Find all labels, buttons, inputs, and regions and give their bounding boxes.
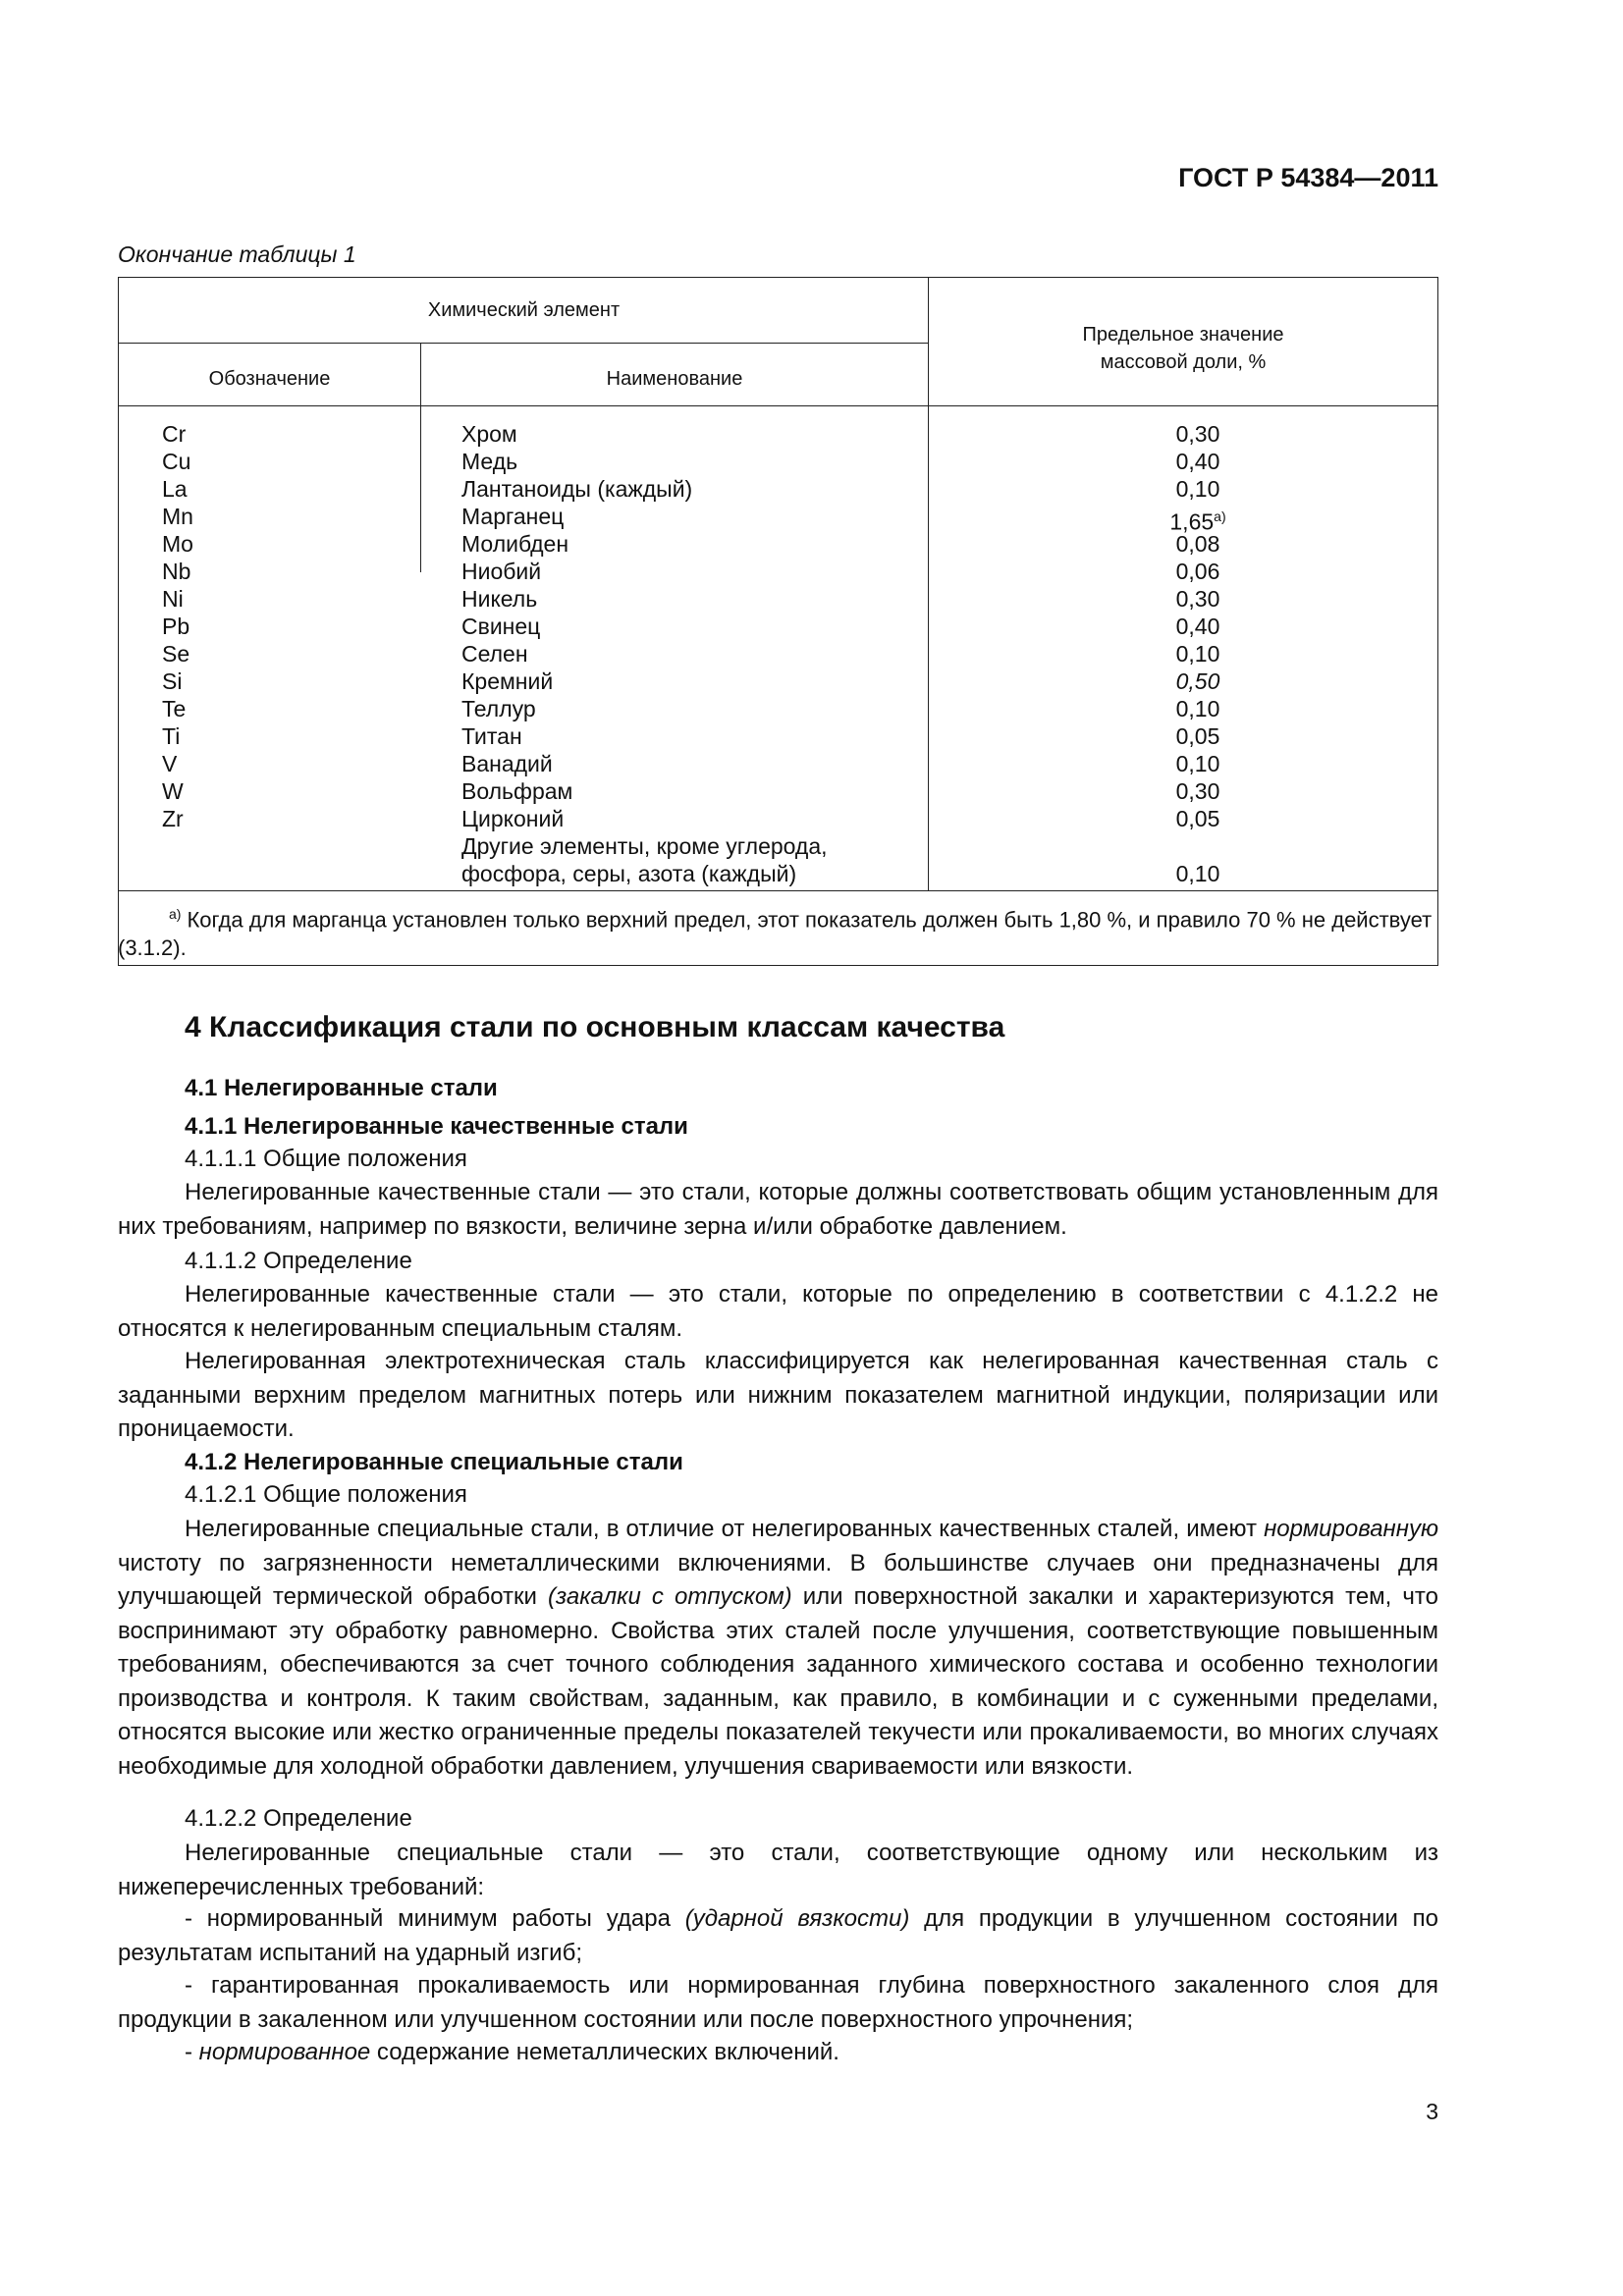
element-symbol: W <box>162 778 184 804</box>
element-limit-value: 1,65 <box>1169 508 1215 535</box>
element-symbol: Ti <box>162 723 181 749</box>
element-symbol: Mn <box>162 504 193 529</box>
element-limit: 0,30 <box>1175 778 1220 804</box>
heading-4-1: 4.1 Нелегированные стали <box>185 1075 498 1101</box>
other-elements-name-line1: Другие элементы, кроме углерода, <box>461 833 828 859</box>
element-limit: 0,06 <box>1175 559 1220 584</box>
element-name: Ниобий <box>461 559 542 584</box>
element-limit: 0,50 <box>1175 668 1220 694</box>
element-name: Хром <box>461 421 517 447</box>
element-symbol: Si <box>162 668 183 694</box>
element-symbol: Zr <box>162 806 184 831</box>
element-symbol: Ni <box>162 586 184 612</box>
heading-4-1-2-2: 4.1.2.2 Определение <box>185 1805 412 1832</box>
heading-4-1-2-1: 4.1.2.1 Общие положения <box>185 1481 467 1508</box>
standard-code: ГОСТ Р 54384—2011 <box>1178 163 1438 192</box>
element-limit: 0,40 <box>1175 614 1220 639</box>
list-item: - гарантированная прокаливаемость или нормированная глубина поверхностного закаленного слоя для продукции в закаленном или улучшенном состоянии или после поверхностного упрочнения; <box>118 1972 1438 2033</box>
element-limit: 0,05 <box>1175 723 1220 749</box>
emphasis: (ударной вязкости) <box>684 1905 910 1932</box>
element-limit: 0,10 <box>1175 751 1220 776</box>
header-limit-line2: массовой доли, % <box>1100 351 1267 373</box>
footnote-ref: a) <box>1214 508 1226 524</box>
text-run: содержание неметаллических включений. <box>370 2039 839 2065</box>
heading-4-1-2: 4.1.2 Нелегированные специальные стали <box>185 1449 683 1475</box>
header-limit-line1: Предельное значение <box>1082 324 1284 346</box>
header-symbol: Обозначение <box>208 368 331 390</box>
heading-4-1-1: 4.1.1 Нелегированные качественные стали <box>185 1113 688 1140</box>
element-limit: 0,10 <box>1175 476 1220 502</box>
element-name: Марганец <box>461 504 565 529</box>
text-run: чистоту по загрязненности неметаллическими включениями. В большинстве случаев они предназначены для улучшающей термической обработки <box>118 1549 1438 1610</box>
element-limit: 0,05 <box>1175 806 1220 831</box>
list-item <box>118 2036 1438 2070</box>
paragraph: Нелегированная электротехническая сталь классифицируется как нелегированная качественная сталь с заданными верхним пределом магнитных потерь или нижним показателем магнитной индукции, поляризации или проницаемости. <box>118 1348 1438 1442</box>
other-elements-name-line2: фосфора, серы, азота (каждый) <box>461 861 797 886</box>
paragraph <box>118 1513 1438 1784</box>
list-item <box>118 1902 1438 1970</box>
element-name: Селен <box>461 641 528 667</box>
element-symbol: Se <box>162 641 190 667</box>
element-symbol: Mo <box>162 531 193 557</box>
header-chemical-element: Химический элемент <box>427 299 621 321</box>
heading-4-1-1-2: 4.1.1.2 Определение <box>185 1248 412 1274</box>
element-limit: 0,10 <box>1175 696 1220 721</box>
element-symbol: V <box>162 751 178 776</box>
table-footnote <box>118 900 1434 962</box>
paragraph: Нелегированные качественные стали — это стали, которые должны соответствовать общим установленным для них требованиям, например по вязкости, величине зерна и/или обработке давлением. <box>118 1179 1438 1240</box>
text-run: - <box>185 2039 199 2065</box>
text-run: - нормированный минимум работы удара <box>185 1905 685 1932</box>
element-symbol: Cr <box>162 421 187 447</box>
text-run: или поверхностной закалки и характеризуются тем, что воспринимают эту обработку равномерно. Свойства этих сталей после улучшения, соответствующие повышенным требованиям, обеспечиваются за счет точного соблюдения заданного химического состава и особенно технологии производства и контроля. К таким свойствам, заданным, как правило, в комбинации и с суженными пределами, относятся высокие или жестко ограниченные пределы показателей текучести или прокаливаемости, во многих случаях необходимые для холодной обработки давлением, улучшения свариваемости или вязкости. <box>118 1583 1438 1780</box>
text-run: Нелегированные специальные стали, в отличие от нелегированных качественных сталей, имеют <box>185 1516 1265 1542</box>
emphasis: нормированное <box>198 2039 371 2065</box>
element-name: Титан <box>461 723 522 749</box>
element-limit: 0,08 <box>1175 531 1220 557</box>
table-caption: Окончание таблицы 1 <box>118 241 356 267</box>
element-name: Лантаноиды (каждый) <box>461 476 693 502</box>
element-limit: 0,10 <box>1175 641 1220 667</box>
footnote-mark: a) <box>169 906 182 922</box>
element-symbol: Cu <box>162 449 191 474</box>
element-name: Никель <box>461 586 538 612</box>
element-limit: 0,30 <box>1175 586 1220 612</box>
footnote-divider <box>119 890 1437 891</box>
section-title: 4 Классификация стали по основным классам качества <box>185 1011 1005 1043</box>
element-name: Молибден <box>461 531 569 557</box>
header-divider <box>119 343 929 344</box>
text-run: для продукции в улучшенном состоянии по результатам испытаний на ударный изгиб; <box>118 1905 1438 1966</box>
element-name: Свинец <box>461 614 541 639</box>
element-symbol: Pb <box>162 614 190 639</box>
element-symbol: Nb <box>162 559 191 584</box>
paragraph: Нелегированные качественные стали — это стали, которые по определению в соответствии с 4.1.2.2 не относятся к нелегированным специальным сталям. <box>118 1281 1438 1342</box>
element-name: Цирконий <box>461 806 565 831</box>
header-name: Наименование <box>606 368 743 390</box>
emphasis: (закалки с отпуском) <box>547 1583 792 1610</box>
element-limit: 0,30 <box>1175 421 1220 447</box>
element-name: Медь <box>461 449 518 474</box>
element-name: Ванадий <box>461 751 553 776</box>
emphasis: нормированную <box>1264 1516 1438 1542</box>
element-limit: 0,40 <box>1175 449 1220 474</box>
element-name: Вольфрам <box>461 778 573 804</box>
element-name: Теллур <box>461 696 536 721</box>
element-symbol: Te <box>162 696 187 721</box>
header-limit <box>929 321 1437 376</box>
header-bottom-rule <box>119 405 1437 406</box>
page-number: 3 <box>1426 2099 1438 2124</box>
other-elements-limit: 0,10 <box>1175 861 1220 886</box>
element-name: Кремний <box>461 668 554 694</box>
element-symbol: La <box>162 476 188 502</box>
heading-4-1-1-1: 4.1.1.1 Общие положения <box>185 1146 467 1172</box>
footnote-text: Когда для марганца установлен только верхний предел, этот показатель должен быть 1,80 %, и правило 70 % не действует (3.1.2). <box>118 907 1433 961</box>
paragraph: Нелегированные специальные стали — это стали, соответствующие одному или нескольким из нижеперечисленных требований: <box>118 1840 1438 1900</box>
